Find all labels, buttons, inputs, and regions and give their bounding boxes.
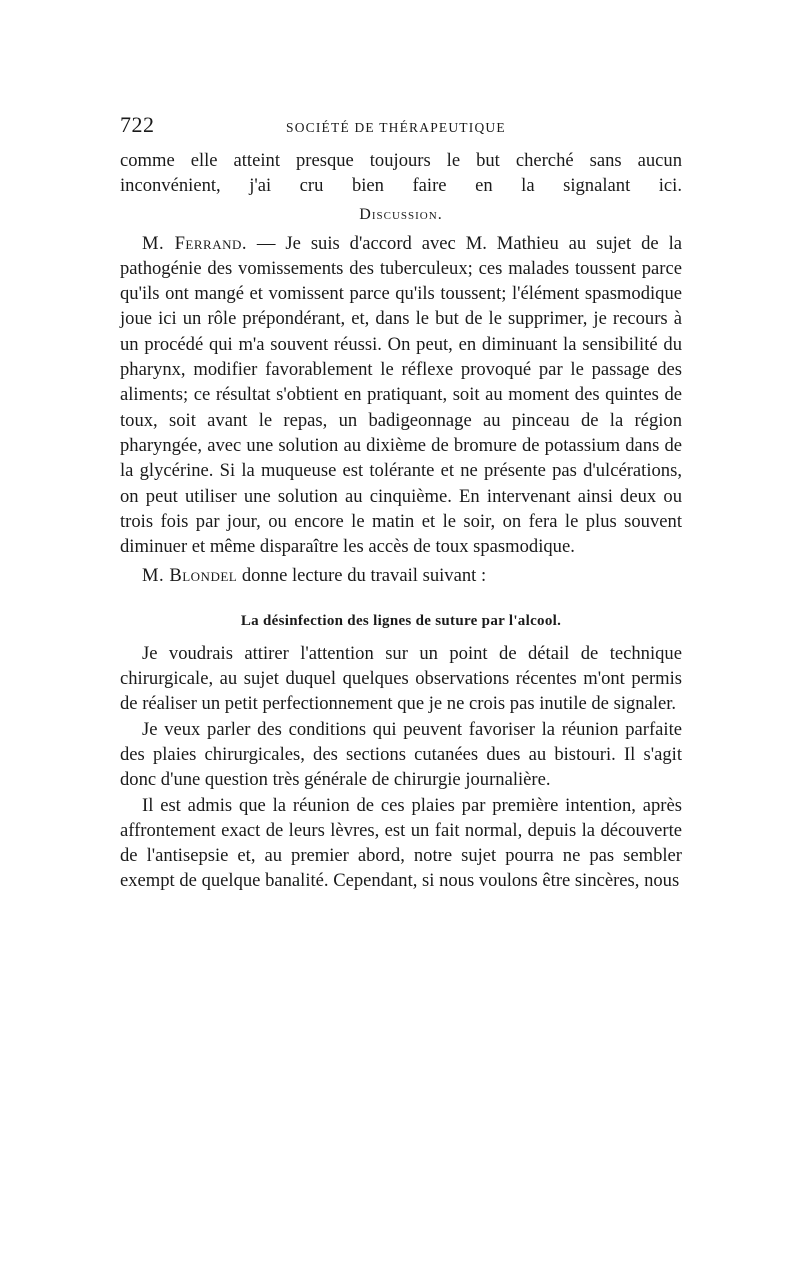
paragraph-text: donne lecture du travail suivant : — [237, 565, 487, 587]
speaker-name: M. Blondel — [142, 565, 238, 587]
running-head: SOCIÉTÉ DE THÉRAPEUTIQUE — [286, 120, 506, 135]
paragraph-continuation: comme elle atteint presque toujours le but cherché sans aucun inconvénient, j'ai cru bien faire en la signalant ici. — [120, 150, 682, 197]
paragraph-text: — Je suis d'accord avec M. Mathieu au sujet de la pathogénie des vomissements des tuberculeux; ces malades toussent parce qu'ils ont mangé et vomissent parce qu'ils toussent; l'élément spasmodique joue ici un rôle prépondérant, et, dans le but de le supprimer, je recours à un procédé qui m'a souvent réussi. On peut, en diminuant la sensibilité du pharynx, modifier favorablement le réflexe provoqué par le passage des aliments; ce résultat s'obtient en pratiquant, soit au moment des quintes de toux, soit avant le repas, un badigeonnage au pinceau de la région pharyngée, avec une solution au dixième de bromure de potassium dans de la glycérine. Si la muqueuse est tolérante et ne présente pas d'ulcérations, on peut utiliser une solution au cinquième. En intervenant ainsi deux ou trois fois par jour, ou encore le matin et le soir, on fera le plus souvent diminuer et même disparaître les accès de toux spasmodique. — [120, 232, 682, 558]
paragraph-blondel-intro — [120, 563, 682, 588]
paragraph-body: Je veux parler des conditions qui peuvent favoriser la réunion parfaite des plaies chirurgicales, des sections cutanées dues au bistouri. Il s'agit donc d'une question très générale de chirurgie journalière. — [120, 718, 682, 791]
paragraph-body: Je voudrais attirer l'attention sur un point de détail de technique chirurgicale, au sujet duquel quelques observations récentes m'ont permis de réaliser un petit perfectionnement que je ne crois pas inutile de signaler. — [120, 642, 682, 715]
document-page — [120, 112, 682, 894]
page-header — [120, 112, 682, 142]
speaker-name: M. Ferrand. — [142, 232, 248, 254]
paragraph-ferrand — [120, 231, 682, 560]
discussion-heading: Discussion. — [359, 205, 443, 223]
page-number: 722 — [120, 112, 155, 137]
article-title: La désinfection des lignes de suture par l'alcool. — [240, 612, 562, 629]
paragraph-body: Il est admis que la réunion de ces plaies par première intention, après affrontement exact de leurs lèvres, est un fait normal, depuis la découverte de l'antisepsie et, au premier abord, notre sujet pourra ne pas sembler exempt de quelque banalité. Cependant, si nous voulons être sincères, nous — [120, 794, 682, 892]
